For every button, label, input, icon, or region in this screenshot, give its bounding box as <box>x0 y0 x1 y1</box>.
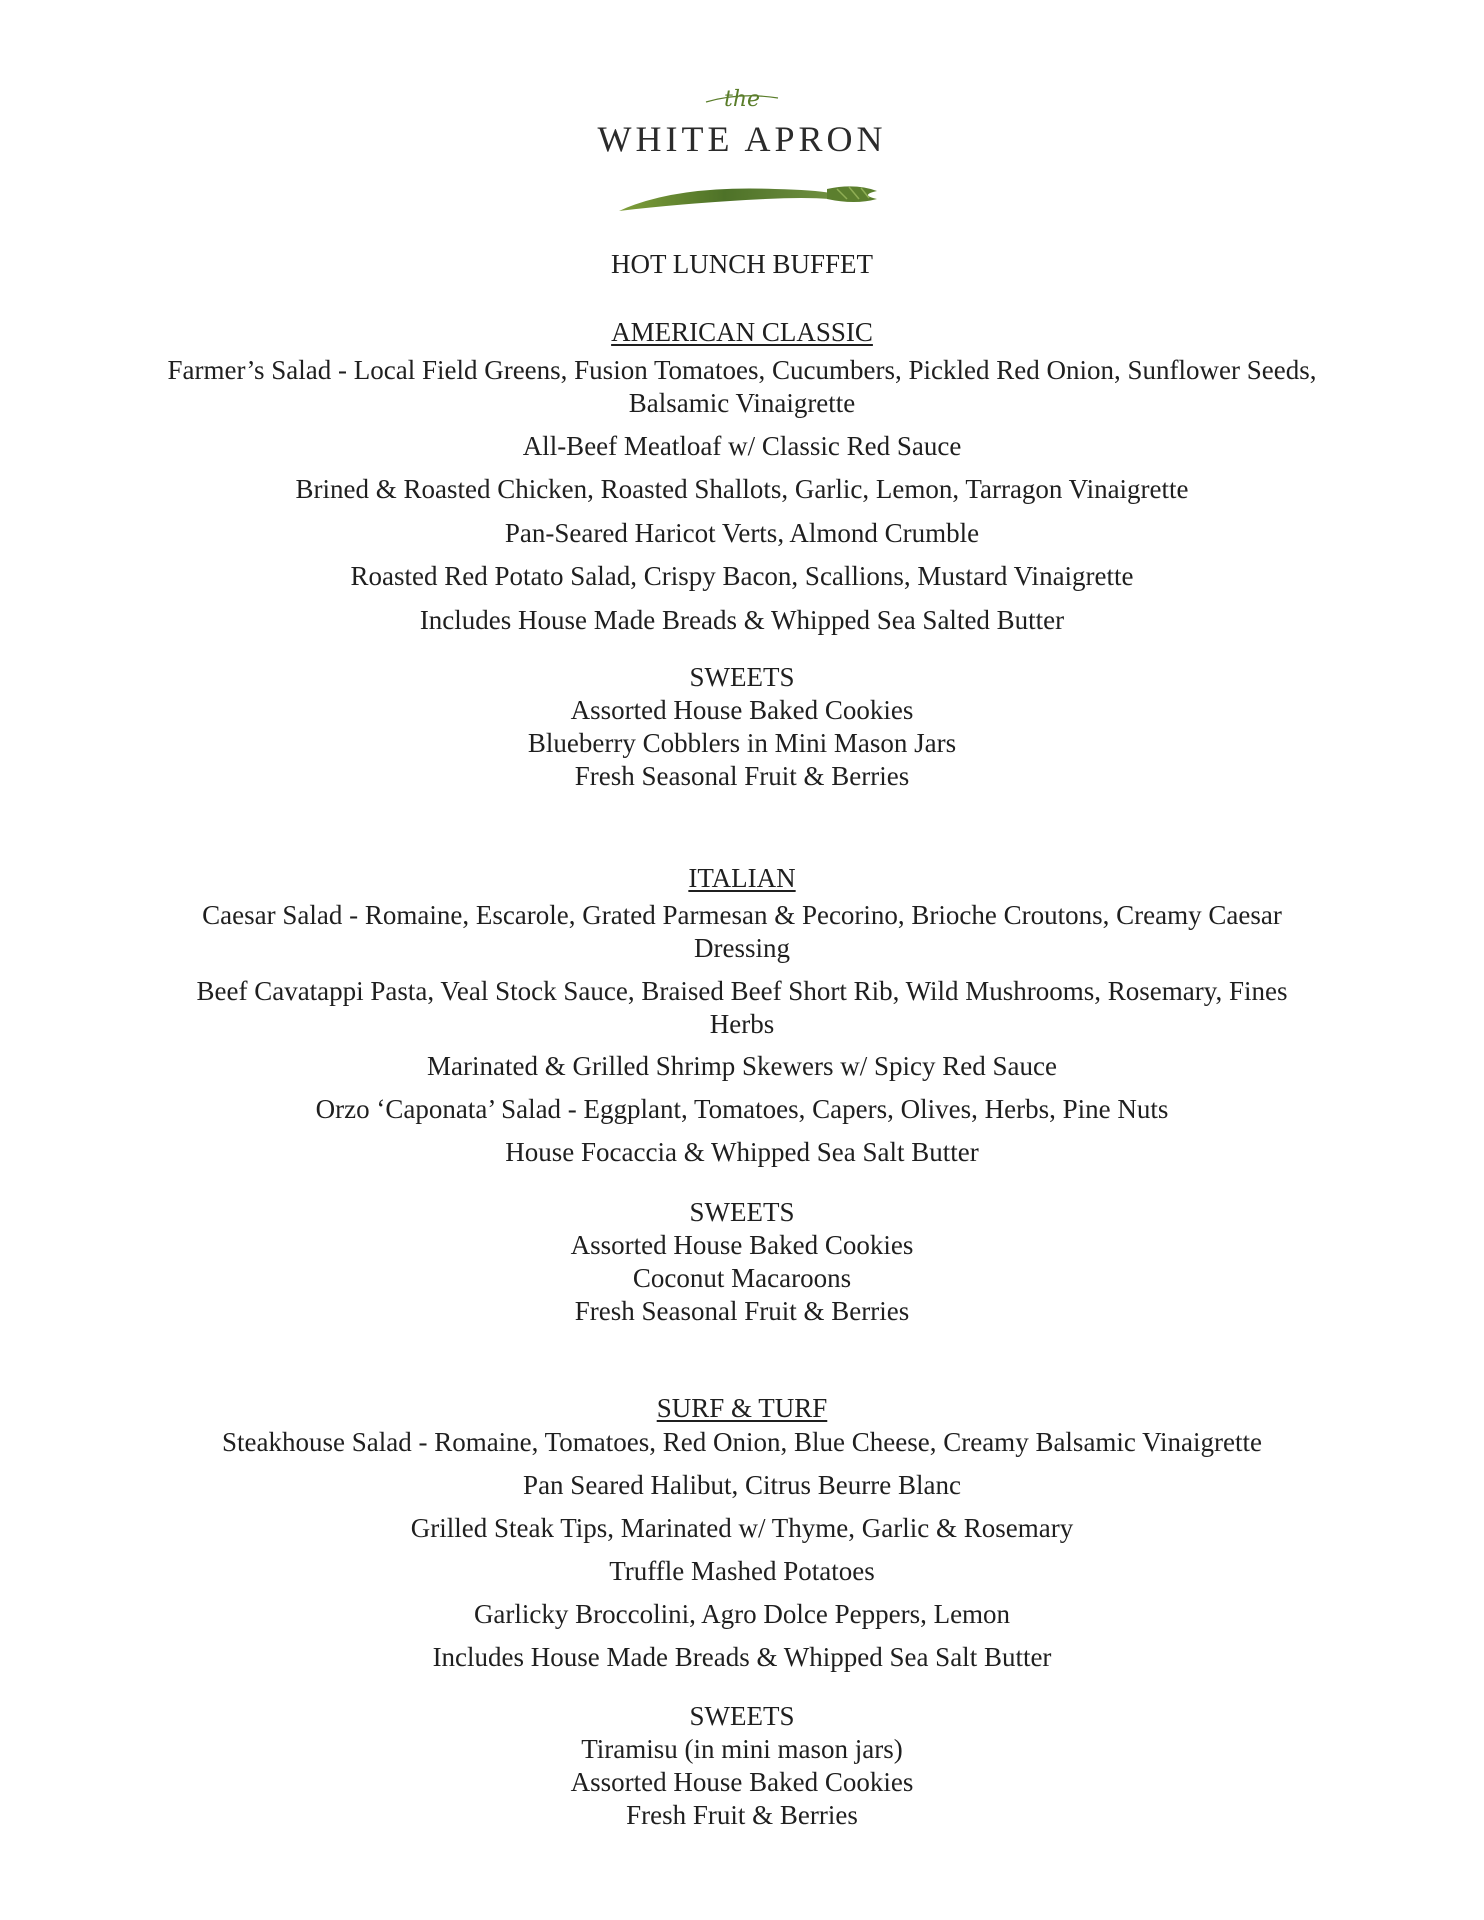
logo-name: WHITE APRON <box>597 119 887 159</box>
menu-item: Steakhouse Salad - Romaine, Tomatoes, Red Onion, Blue Cheese, Creamy Balsamic Vinaigrette <box>221 1427 1262 1457</box>
menu-item: Roasted Red Potato Salad, Crispy Bacon, Scallions, Mustard Vinaigrette <box>350 561 1134 591</box>
menu-item: Marinated & Grilled Shrimp Skewers w/ Spicy Red Sauce <box>427 1051 1057 1081</box>
menu-item: Brined & Roasted Chicken, Roasted Shallots, Garlic, Lemon, Tarragon Vinaigrette <box>295 474 1189 504</box>
menu-item: Farmer’s Salad - Local Field Greens, Fusion Tomatoes, Cucumbers, Pickled Red Onion, Sunflower Seeds, Balsamic Vinaigrette <box>167 355 1317 418</box>
sweets-item: Assorted House Baked Cookies <box>570 695 914 725</box>
section-heading-american: AMERICAN CLASSIC <box>611 317 873 347</box>
sweets-heading: SWEETS <box>689 662 795 692</box>
sweets-item: Assorted House Baked Cookies <box>570 1767 914 1797</box>
section-heading-surf-turf: SURF & TURF <box>656 1393 828 1423</box>
menu-item: Pan Seared Halibut, Citrus Beurre Blanc <box>523 1470 961 1500</box>
menu-item: Truffle Mashed Potatoes <box>609 1556 875 1586</box>
menu-item: Pan-Seared Haricot Verts, Almond Crumble <box>504 518 980 548</box>
sweets-item: Coconut Macaroons <box>632 1263 852 1293</box>
sweets-item: Fresh Seasonal Fruit & Berries <box>574 1296 910 1326</box>
logo-the-script <box>700 80 784 120</box>
menu-item: House Focaccia & Whipped Sea Salt Butter <box>505 1137 979 1167</box>
sweets-heading: SWEETS <box>689 1197 795 1227</box>
menu-item: Caesar Salad - Romaine, Escarole, Grated Parmesan & Pecorino, Brioche Croutons, Creamy Caesar Dressing <box>202 900 1282 963</box>
sweets-item: Fresh Seasonal Fruit & Berries <box>574 761 910 791</box>
sweets-item: Fresh Fruit & Berries <box>626 1800 858 1830</box>
svg-text:the: the <box>723 87 761 112</box>
sweets-item: Assorted House Baked Cookies <box>570 1230 914 1260</box>
sweets-heading: SWEETS <box>689 1701 795 1731</box>
sweets-item: Blueberry Cobblers in Mini Mason Jars <box>527 728 957 758</box>
sweets-item: Tiramisu (in mini mason jars) <box>581 1734 903 1764</box>
page-title: HOT LUNCH BUFFET <box>610 249 874 279</box>
menu-item: All-Beef Meatloaf w/ Classic Red Sauce <box>522 431 962 461</box>
menu-item: Includes House Made Breads & Whipped Sea Salt Butter <box>432 1642 1052 1672</box>
section-heading-italian: ITALIAN <box>688 863 796 893</box>
menu-item: Garlicky Broccolini, Agro Dolce Peppers, Lemon <box>473 1599 1011 1629</box>
menu-item: Beef Cavatappi Pasta, Veal Stock Sauce, Braised Beef Short Rib, Wild Mushrooms, Rosemary, Fines Herbs <box>196 976 1288 1039</box>
logo <box>0 80 1484 220</box>
menu-item: Includes House Made Breads & Whipped Sea Salted Butter <box>419 605 1065 635</box>
menu-item: Grilled Steak Tips, Marinated w/ Thyme, Garlic & Rosemary <box>410 1513 1074 1543</box>
asparagus-icon <box>615 175 885 215</box>
menu-item: Orzo ‘Caponata’ Salad - Eggplant, Tomatoes, Capers, Olives, Herbs, Pine Nuts <box>315 1094 1169 1124</box>
